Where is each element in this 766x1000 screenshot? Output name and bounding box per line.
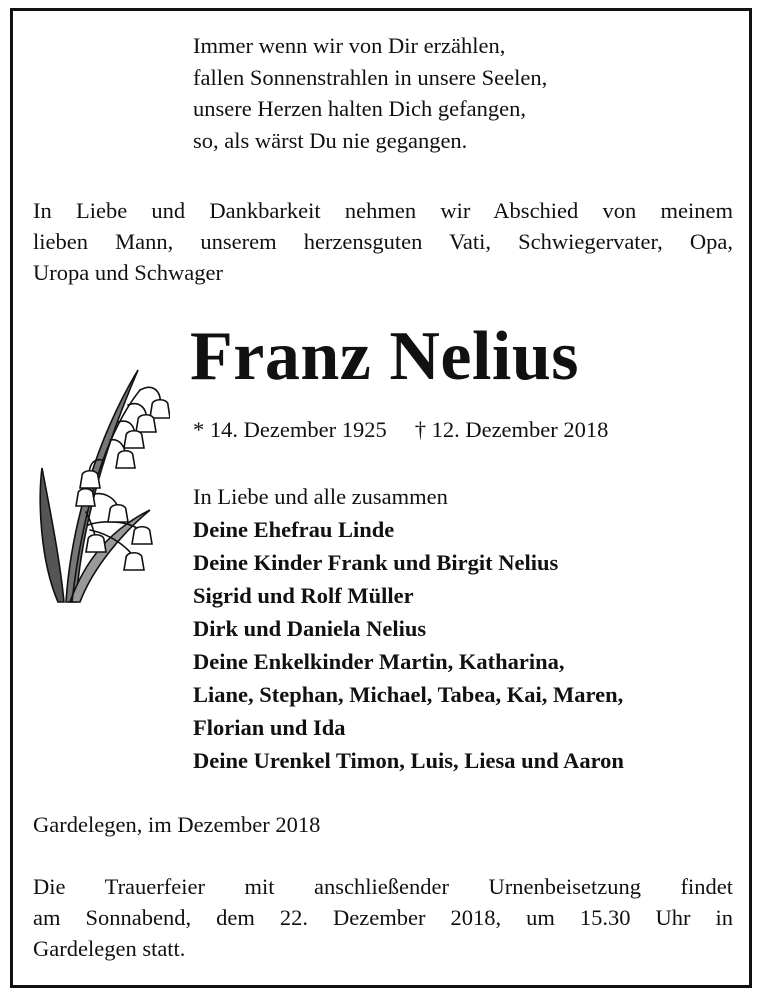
intro-text (33, 195, 733, 288)
intro-line: In Liebe und Dankbarkeit nehmen wir Abschied von meinem (33, 198, 733, 223)
family-lead: In Liebe und alle zusammen (193, 484, 448, 509)
poem-line: Immer wenn wir von Dir erzählen, (193, 33, 506, 58)
funeral-line: Gardelegen statt. (33, 936, 186, 961)
place-date: Gardelegen, im Dezember 2018 (33, 812, 321, 837)
funeral-line: Die Trauerfeier mit anschließender Urnenbeisetzung findet (33, 874, 733, 899)
birth-date: * 14. Dezember 1925 (193, 417, 387, 442)
poem-line: unsere Herzen halten Dich gefangen, (193, 96, 526, 121)
family-line: Deine Urenkel Timon, Luis, Liesa und Aaron (193, 748, 624, 773)
family-line: Dirk und Daniela Nelius (193, 616, 427, 641)
family-line: Sigrid und Rolf Müller (193, 583, 414, 608)
family-signatures (193, 480, 624, 777)
family-line: Deine Kinder Frank und Birgit Nelius (193, 550, 559, 575)
funeral-notice (33, 871, 733, 964)
poem (193, 30, 547, 156)
poem-line: so, als wärst Du nie gegangen. (193, 127, 468, 153)
family-line: Florian und Ida (193, 715, 346, 740)
funeral-line: am Sonnabend, dem 22. Dezember 2018, um 15.30 Uhr in (33, 905, 733, 930)
family-line: Deine Ehefrau Linde (193, 517, 395, 542)
death-date: † 12. Dezember 2018 (414, 417, 609, 442)
intro-line: Uropa und Schwager (33, 260, 223, 285)
poem-line: fallen Sonnenstrahlen in unsere Seelen, (193, 64, 548, 90)
intro-line: lieben Mann, unserem herzensguten Vati, Schwiegervater, Opa, (33, 229, 733, 254)
deceased-name: Franz Nelius (190, 318, 580, 395)
lily-of-the-valley-icon (30, 360, 170, 610)
family-line: Deine Enkelkinder Martin, Katharina, (193, 649, 565, 674)
family-line: Liane, Stephan, Michael, Tabea, Kai, Maren, (193, 682, 624, 707)
life-dates (193, 414, 608, 446)
